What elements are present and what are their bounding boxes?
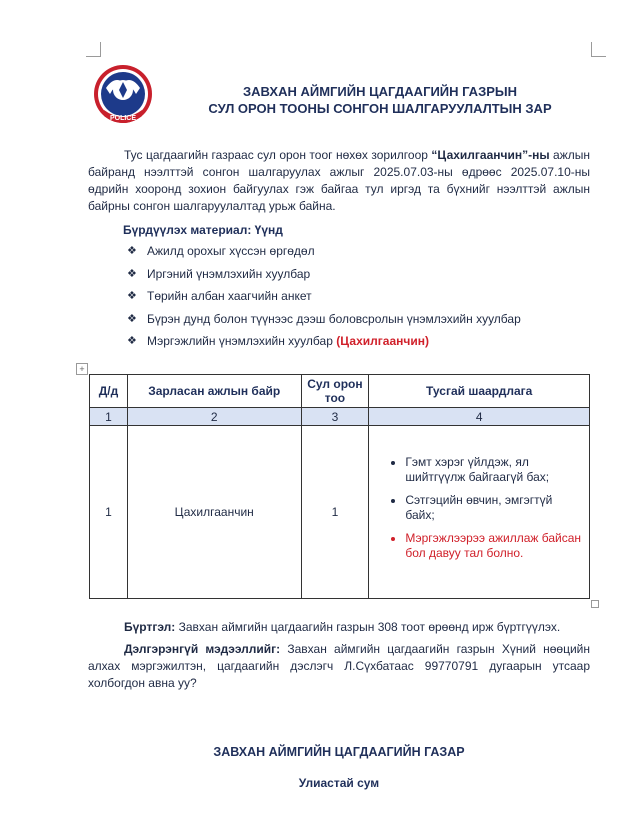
document-title	[170, 83, 590, 117]
materials-heading: Бүрдүүлэх материал: Үүнд	[123, 223, 283, 237]
list-item	[127, 288, 521, 311]
row-requirements	[369, 426, 590, 599]
police-logo	[92, 60, 154, 134]
diamond-bullet-icon: ❖	[127, 312, 137, 325]
row-no: 1	[90, 426, 128, 599]
row-position: Цахилгаанчин	[127, 426, 301, 599]
table-resize-handle[interactable]	[591, 600, 599, 608]
list-item	[127, 311, 521, 334]
requirement-item: • Гэмт хэрэг үйлдэж, ял шийтгүүлж байгаагүй бах;	[405, 455, 583, 485]
diamond-bullet-icon: ❖	[127, 335, 137, 347]
diamond-bullet-icon: ❖	[127, 267, 137, 280]
intro-part-1: Тус цагдаагийн газраас сул орон тоог нөхөх зорилгоор	[124, 148, 432, 162]
more-info-text: Завхан аймгийн цагдаагийн газрын Хүний нөөцийн алхах мэргэжилтэн, цагдаагийн дэслэгч Л.Сүхбатаас 99770791 дугаарын утсаар холбогдон авна уу?	[88, 642, 590, 690]
list-item	[127, 266, 521, 289]
intro-bold-position: “Цахилгаанчин”-ны	[431, 148, 550, 162]
registration-paragraph	[88, 619, 590, 636]
table-header-requirements: Тусгай шаардлага	[369, 375, 590, 408]
list-item-text: Төрийн албан хаагчийн анкет	[147, 289, 312, 303]
row-count: 1	[301, 426, 369, 599]
signature-place: Улиастай сум	[298, 776, 380, 790]
requirements-table	[89, 374, 590, 599]
registration-text: Завхан аймгийн цагдаагийн газрын 308 тоот өрөөнд ирж бүртгүүлэх.	[175, 620, 561, 634]
requirement-item: • Сэтгэцийн өвчин, эмгэгтүй байх;	[405, 493, 583, 523]
column-number: 3	[301, 408, 369, 426]
crop-mark-top-right	[591, 42, 606, 57]
crop-mark-top-left	[86, 42, 101, 57]
title-line-1: ЗАВХАН АЙМГИЙН ЦАГДААГИЙН ГАЗРЫН	[243, 84, 517, 99]
list-item-text: Ажилд орохыг хүссэн өргөдөл	[147, 244, 315, 258]
requirement-item-advantage: • Мэргэжлээрээ ажиллаж байсан бол давуу тал болно.	[405, 531, 583, 561]
intro-part-2: ажлын байранд нээлттэй сонгон шалгаруулах ажлыг 2025.07.03-ны өдрөөс 2025.07.10-ны өдрийн хооронд зохион байгуулах гэж байгаа тул иргэд та бүхнийг нээлттэй ажлын байрны сонгон шалгаруулалтад урьж байна.	[88, 148, 591, 213]
intro-paragraph	[88, 147, 590, 215]
list-item-text: Бүрэн дунд болон түүнээс дээш боловсролын үнэмлэхийн хуулбар	[147, 311, 521, 326]
table-header-count: Сул орон тоо	[301, 375, 369, 408]
column-number: 4	[369, 408, 590, 426]
table-move-handle-icon[interactable]: +	[76, 363, 88, 375]
list-item	[127, 243, 521, 266]
more-info-paragraph	[88, 641, 590, 692]
logo-text: POLICE	[109, 115, 137, 122]
more-info-label: Дэлгэрэнгүй мэдээллийг:	[124, 642, 281, 656]
requirements-list	[369, 455, 589, 561]
diamond-bullet-icon: ❖	[127, 245, 137, 257]
column-number: 2	[127, 408, 301, 426]
table-row	[90, 426, 590, 599]
signature-org: ЗАВХАН АЙМГИЙН ЦАГДААГИЙН ГАЗАР	[213, 745, 465, 759]
list-item-text: Мэргэжлийн үнэмлэхийн хуулбар	[147, 334, 333, 348]
materials-list	[127, 243, 521, 356]
title-line-2: СУЛ ОРОН ТООНЫ СОНГОН ШАЛГАРУУЛАЛТЫН ЗАР	[208, 101, 552, 116]
table-header-position: Зарласан ажлын байр	[127, 375, 301, 408]
registration-label: Бүртгэл:	[124, 620, 176, 634]
list-item-text: Иргэний үнэмлэхийн хуулбар	[147, 266, 311, 281]
list-item-red-note: (Цахилгаанчин)	[336, 334, 429, 348]
column-number: 1	[90, 408, 128, 426]
diamond-bullet-icon: ❖	[127, 290, 137, 302]
table-header-no: Д/д	[90, 375, 128, 408]
list-item	[127, 333, 521, 356]
